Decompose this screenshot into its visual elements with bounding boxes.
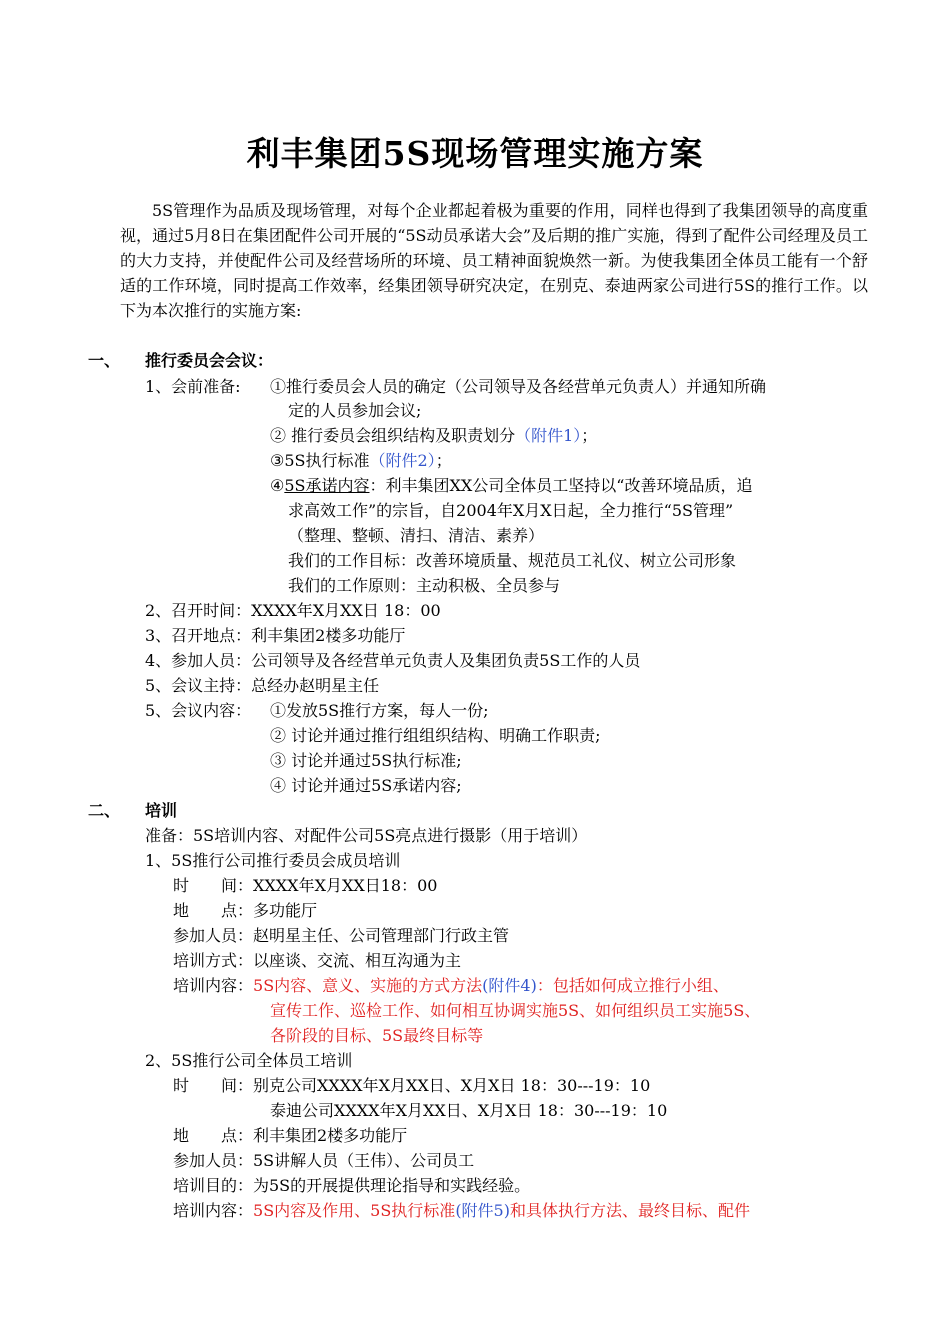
meeting-content-2: ② 讨论并通过推行组组织结构、明确工作职责; [270,726,601,745]
training-1-method: 培训方式：以座谈、交流、相互沟通为主 [173,951,462,970]
appendix-5-ref: (附件5) [455,1201,510,1220]
appendix-4-ref: (附件4) [482,976,537,995]
training-1-title: 1、5S推行公司推行委员会成员培训 [145,851,401,870]
document-title: 利丰集团5S现场管理实施方案 [246,134,704,173]
training-1-content-line-1: 培训内容：5S内容、意义、实施的方式方法(附件4)：包括如何成立推行小组、 [173,976,729,995]
prep-item-4-line-2: 求高效工作”的宗旨，自2004年X月X日起，全力推行“5S管理” [288,501,734,520]
meeting-content-3: ③ 讨论并通过5S执行标准; [270,751,462,770]
prep-label: 1、会前准备: [145,377,241,396]
training-1-place: 地 点：多功能厅 [173,901,318,920]
intro-paragraph: 5S管理作为品质及现场管理，对每个企业都起着极为重要的作用，同样也得到了我集团领导的高度重视，通过5月8日在集团配件公司开展的“5S动员承诺大会”及后期的推广实施，得到了配件公司经理及员工的大力支持，并使配件公司及经营场所的环境、员工精神面貌焕然一新。为使我集团全体员工能有一个舒适的工作环境，同时提高工作效率，经集团领导研究决定，在别克、泰迪两家公司进行5S的推行工作。以下为本次推行的实施方案: [120,201,868,320]
prep-item-2: ② 推行委员会组织结构及职责划分（附件1）； [270,426,598,445]
training-1-content-line-3: 各阶段的目标、5S最终目标等 [270,1026,484,1045]
prep-item-4-line-1: ④5S承诺内容：利丰集团XX公司全体员工坚持以“改善环境品质，追 [270,476,753,495]
meeting-host: 5、会议主持：总经办赵明星主任 [145,676,380,695]
appendix-2-ref: （附件2） [369,451,436,470]
meeting-content-4: ④ 讨论并通过5S承诺内容; [270,776,462,795]
section-2-heading: 培训 [145,801,178,820]
training-2-goal: 培训目的：为5S的开展提供理论指导和实践经验。 [173,1176,531,1195]
training-prep: 准备：5S培训内容、对配件公司5S亮点进行摄影（用于培训） [145,826,588,845]
prep-item-1-line-1: ①推行委员会人员的确定（公司领导及各经营单元负责人）并通知所确 [270,377,767,396]
work-principle: 我们的工作原则：主动积极、全员参与 [288,576,561,595]
training-2-time-2: 泰迪公司XXXX年X月XX日、X月X日 18：30---19：10 [270,1101,668,1120]
appendix-1-ref: （附件1） [515,426,582,445]
training-2-time-1: 时 间：别克公司XXXX年X月XX日、X月X日 18：30---19：10 [173,1076,651,1095]
training-2-place: 地 点：利丰集团2楼多功能厅 [173,1126,408,1145]
prep-item-3: ③5S执行标准（附件2）； [270,451,452,470]
training-1-time: 时 间：XXXX年X月XX日18：00 [173,876,438,895]
prep-item-4-line-3: （整理、整顿、清扫、清洁、素养） [288,526,545,545]
meeting-place: 3、召开地点：利丰集团2楼多功能厅 [145,626,406,645]
training-2-title: 2、5S推行公司全体员工培训 [145,1051,353,1070]
training-1-content-line-2: 宣传工作、巡检工作、如何相互协调实施5S、如何组织员工实施5S、 [270,1001,761,1020]
training-2-people: 参加人员：5S讲解人员（王伟）、公司员工 [173,1151,475,1170]
training-2-content: 培训内容：5S内容及作用、5S执行标准(附件5)和具体执行方法、最终目标、配件 [173,1201,750,1220]
section-1-heading: 推行委员会会议： [145,351,274,370]
prep-item-1-line-2: 定的人员参加会议; [288,401,422,420]
training-1-people: 参加人员：赵明星主任、公司管理部门行政主管 [173,926,510,945]
section-2-number: 二、 [88,801,121,820]
commitment-label: 5S承诺内容 [284,476,370,495]
meeting-content-1: ①发放5S推行方案，每人一份; [270,701,489,720]
meeting-attendees: 4、参加人员：公司领导及各经营单元负责人及集团负责5S工作的人员 [145,651,641,670]
meeting-content-label: 5、会议内容： [145,701,252,720]
section-1-number: 一、 [88,351,121,370]
work-goal: 我们的工作目标：改善环境质量、规范员工礼仪、树立公司形象 [288,551,737,570]
meeting-time: 2、召开时间：XXXX年X月XX日 18：00 [145,601,441,620]
